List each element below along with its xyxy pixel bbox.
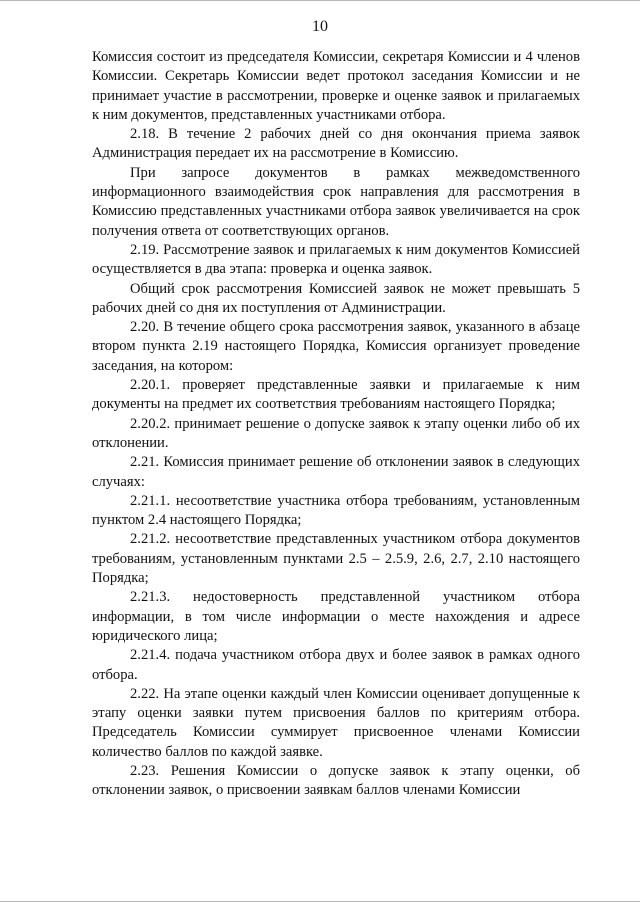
paragraph: 2.21.3. недостоверность представленной участником отбора информации, в том числе информации о месте нахождения и адресе юридического лица;	[92, 589, 580, 644]
paragraph: 2.21.1. несоответствие участника отбора требованиям, установленным пунктом 2.4 настоящего Порядка;	[92, 492, 580, 529]
paragraph: 2.20.2. принимает решение о допуске заявок к этапу оценки либо об их отклонении.	[92, 415, 580, 451]
paragraph: 2.21. Комиссия принимает решение об отклонении заявок в следующих случаях:	[92, 454, 580, 490]
paragraph: 2.22. На этапе оценки каждый член Комиссии оценивает допущенные к этапу оценки заявки путем присвоения баллов по критериям отбора. Председатель Комиссии суммирует присвоенное членами Комиссии количество баллов по каждой заявке.	[92, 685, 580, 760]
paragraph: 2.21.2. несоответствие представленных участником отбора документов требованиям, установленным пунктами 2.5 – 2.5.9, 2.6, 2.7, 2.10 настоящего Порядка;	[92, 531, 580, 587]
paragraph: 2.23. Решения Комиссии о допуске заявок к этапу оценки, об отклонении заявок, о присвоении заявкам баллов членами Комиссии	[92, 762, 580, 799]
paragraph: 2.18. В течение 2 рабочих дней со дня окончания приема заявок Администрация передает их на рассмотрение в Комиссию.	[92, 126, 580, 162]
page-number: 10	[312, 18, 328, 35]
paragraph: 2.19. Рассмотрение заявок и прилагаемых к ним документов Комиссией осуществляется в два этапа: проверка и оценка заявок.	[92, 241, 580, 278]
paragraph: Общий срок рассмотрения Комиссией заявок не может превышать 5 рабочих дней со дня их поступления от Администрации.	[92, 280, 580, 316]
paragraph: При запросе документов в рамках межведомственного информационного взаимодействия срок направления для рассмотрения в Комиссию представленных участниками отбора заявок увеличивается на срок получения ответа от соответствующих органов.	[92, 164, 580, 239]
scan-edge-top	[0, 0, 640, 1]
paragraph: 2.20.1. проверяет представленные заявки и прилагаемые к ним документы на предмет их соответствия требованиям настоящего Порядка;	[92, 377, 580, 413]
scan-edge-bottom	[0, 901, 640, 902]
paragraph: 2.21.4. подача участником отбора двух и более заявок в рамках одного отбора.	[92, 647, 580, 683]
document-body	[92, 48, 580, 801]
paragraph: 2.20. В течение общего срока рассмотрения заявок, указанного в абзаце втором пункта 2.19 настоящего Порядка, Комиссия организует проведение заседания, на котором:	[92, 319, 580, 374]
paragraph: Комиссия состоит из председателя Комиссии, секретаря Комиссии и 4 членов Комиссии. Секретарь Комиссии ведет протокол заседания Комиссии и не принимает участие в рассмотрении, проверке и оценке заявок и прилагаемых к ним документов, представленных участниками отбора.	[92, 49, 580, 123]
